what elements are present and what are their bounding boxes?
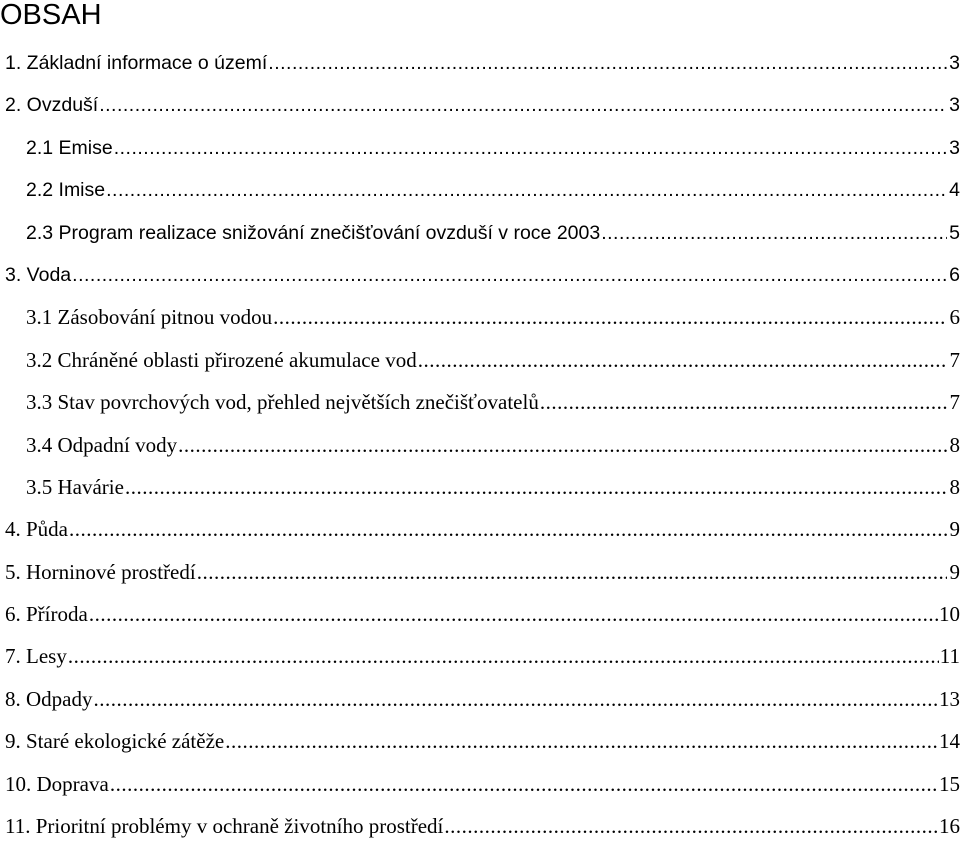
toc-entry[interactable] bbox=[5, 508, 960, 550]
toc-entry-title: 6. Příroda bbox=[5, 602, 88, 627]
dot-leader bbox=[89, 593, 938, 635]
toc-entry-page: 14 bbox=[939, 729, 960, 754]
toc-entry-page: 11 bbox=[939, 644, 960, 669]
toc-entry-title: 4. Půda bbox=[5, 517, 68, 542]
toc-entry-page: 3 bbox=[949, 94, 960, 117]
toc-entry[interactable] bbox=[5, 212, 960, 254]
toc-entry-page: 10 bbox=[939, 602, 960, 627]
dot-leader bbox=[106, 169, 947, 211]
toc-entry[interactable] bbox=[5, 635, 960, 677]
toc-entry-title: 11. Prioritní problémy v ochraně životního prostředí bbox=[5, 814, 444, 839]
toc-entry-page: 9 bbox=[949, 517, 960, 542]
dot-leader bbox=[69, 508, 947, 550]
toc-entry-title: 2. Ovzduší bbox=[5, 94, 99, 117]
dot-leader bbox=[418, 339, 947, 381]
toc-entry[interactable] bbox=[5, 466, 960, 508]
dot-leader bbox=[540, 381, 947, 423]
dot-leader bbox=[273, 296, 947, 338]
toc-entry-page: 5 bbox=[949, 221, 960, 244]
toc-entry[interactable] bbox=[5, 42, 960, 84]
toc-entry-title: 3.3 Stav povrchových vod, přehled největších znečišťovatelů bbox=[26, 390, 539, 415]
toc-entry[interactable] bbox=[5, 84, 960, 126]
dot-leader bbox=[601, 212, 947, 254]
dot-leader bbox=[99, 84, 947, 126]
toc-entry[interactable] bbox=[5, 593, 960, 635]
toc-entry-page: 7 bbox=[949, 390, 960, 415]
toc-entry-page: 6 bbox=[949, 305, 960, 330]
toc-entry-title: 10. Doprava bbox=[5, 771, 109, 796]
toc-entry[interactable] bbox=[5, 254, 960, 296]
toc-entry-page: 8 bbox=[949, 432, 960, 457]
toc-entry-title: 2.1 Emise bbox=[26, 136, 113, 159]
toc-entry-title: 9. Staré ekologické zátěže bbox=[5, 729, 225, 754]
toc-entry-page: 4 bbox=[949, 179, 960, 202]
table-of-contents bbox=[5, 42, 960, 847]
toc-entry[interactable] bbox=[5, 339, 960, 381]
toc-entry-title: 3.2 Chráněné oblasti přirozené akumulace vod bbox=[26, 347, 417, 372]
toc-entry-title: 2.3 Program realizace snižování znečišťování ovzduší v roce 2003 bbox=[26, 221, 601, 244]
toc-entry[interactable] bbox=[5, 169, 960, 211]
toc-entry[interactable] bbox=[5, 424, 960, 466]
toc-entry-title: 1. Základní informace o území bbox=[5, 52, 268, 74]
toc-entry[interactable] bbox=[5, 381, 960, 423]
toc-entry-page: 6 bbox=[949, 263, 960, 286]
toc-heading: OBSAH bbox=[0, 0, 102, 31]
toc-entry-page: 9 bbox=[949, 559, 960, 584]
dot-leader bbox=[94, 678, 939, 720]
toc-entry[interactable] bbox=[5, 296, 960, 338]
toc-entry-page: 13 bbox=[939, 686, 960, 711]
toc-entry-page: 3 bbox=[949, 52, 960, 74]
dot-leader bbox=[178, 424, 947, 466]
dot-leader bbox=[68, 635, 939, 677]
dot-leader bbox=[72, 254, 947, 296]
toc-entry-page: 15 bbox=[939, 771, 960, 796]
toc-entry[interactable] bbox=[5, 720, 960, 762]
toc-entry[interactable] bbox=[5, 678, 960, 720]
toc-entry[interactable] bbox=[5, 805, 960, 847]
dot-leader bbox=[268, 42, 947, 84]
toc-entry-title: 3.5 Havárie bbox=[26, 474, 124, 499]
toc-entry-title: 3.4 Odpadní vody bbox=[26, 432, 178, 457]
dot-leader bbox=[114, 127, 947, 169]
toc-entry-page: 7 bbox=[949, 347, 960, 372]
dot-leader bbox=[444, 805, 938, 847]
toc-entry-page: 3 bbox=[949, 136, 960, 159]
toc-entry-title: 8. Odpady bbox=[5, 686, 93, 711]
dot-leader bbox=[125, 466, 947, 508]
toc-entry[interactable] bbox=[5, 127, 960, 169]
toc-entry-title: 5. Horninové prostředí bbox=[5, 559, 196, 584]
toc-entry-title: 3. Voda bbox=[5, 263, 72, 286]
toc-entry[interactable] bbox=[5, 551, 960, 593]
toc-entry-title: 2.2 Imise bbox=[26, 179, 106, 202]
toc-entry[interactable] bbox=[5, 763, 960, 805]
dot-leader bbox=[197, 551, 947, 593]
dot-leader bbox=[110, 763, 938, 805]
toc-entry-page: 16 bbox=[939, 814, 960, 839]
dot-leader bbox=[225, 720, 938, 762]
toc-entry-title: 3.1 Zásobování pitnou vodou bbox=[26, 305, 273, 330]
toc-entry-title: 7. Lesy bbox=[5, 644, 67, 669]
toc-entry-page: 8 bbox=[949, 474, 960, 499]
